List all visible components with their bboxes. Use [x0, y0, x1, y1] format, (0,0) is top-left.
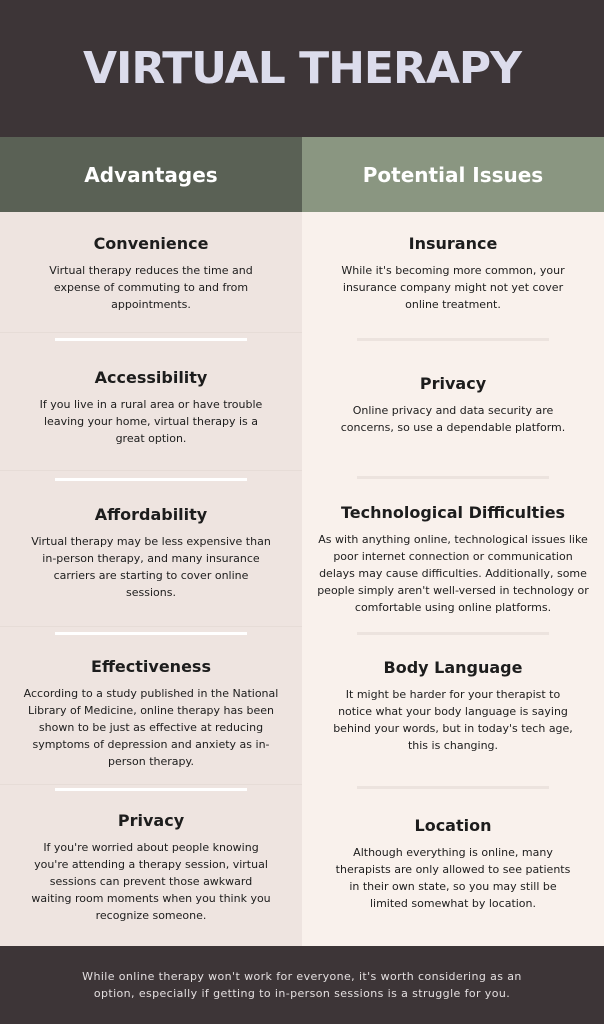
footer: [0, 946, 604, 1024]
divider: [0, 784, 302, 785]
divider-rule: [357, 632, 549, 635]
header: [0, 0, 604, 137]
advantage-title: Accessibility: [94, 368, 208, 387]
advantages-column: [0, 212, 302, 946]
advantage-text: Virtual therapy reduces the time and expense of commuting to and from appointments.: [49, 264, 253, 311]
footer-text: While online therapy won't work for everyone, it's worth considering as an option, especially if getting to in-person sessions is a struggle for you.: [82, 970, 522, 1000]
issue-item: [302, 503, 604, 616]
divider-rule: [55, 788, 247, 791]
issue-title: Location: [414, 816, 492, 835]
issue-text: Although everything is online, many therapists are only allowed to see patients in their own state, so you may still be limited somewhat by location.: [335, 846, 571, 910]
advantage-item: [0, 234, 302, 313]
issue-title: Privacy: [419, 374, 487, 393]
divider-rule: [357, 786, 549, 789]
advantage-item: [0, 811, 302, 924]
divider: [0, 332, 302, 333]
issue-text: It might be harder for your therapist to notice what your body language is saying behind your words, but in today's tech age, this is changing.: [333, 688, 573, 752]
issue-title: Insurance: [408, 234, 498, 253]
issues-heading: Potential Issues: [302, 137, 604, 212]
advantage-title: Affordability: [94, 505, 208, 524]
advantage-item: [0, 657, 302, 770]
issue-text: Online privacy and data security are concerns, so use a dependable platform.: [340, 404, 566, 434]
advantage-title: Convenience: [93, 234, 209, 253]
advantage-text: If you're worried about people knowing you're attending a therapy session, virtual sessions can prevent those awkward waiting room moments when you think you recognize someone.: [31, 841, 271, 922]
advantage-item: [0, 368, 302, 447]
advantages-heading: Advantages: [0, 137, 302, 212]
advantage-title: Privacy: [117, 811, 185, 830]
divider-rule: [357, 338, 549, 341]
advantage-title: Effectiveness: [91, 657, 211, 676]
advantage-text: Virtual therapy may be less expensive than in-person therapy, and many insurance carriers are starting to cover online sessions.: [31, 535, 271, 599]
issue-item: [302, 234, 604, 313]
issue-text: While it's becoming more common, your insurance company might not yet cover online treatment.: [341, 264, 565, 311]
issue-title: Technological Difficulties: [340, 503, 566, 522]
divider: [0, 626, 302, 627]
issue-item: [302, 816, 604, 912]
divider-rule: [55, 338, 247, 341]
issue-item: [302, 658, 604, 754]
issues-column: [302, 212, 604, 946]
divider-rule: [55, 478, 247, 481]
issue-title: Body Language: [383, 658, 523, 677]
divider-rule: [357, 476, 549, 479]
advantage-text: According to a study published in the National Library of Medicine, online therapy has been shown to be just as effective at reducing symptoms of depression and anxiety as in-person therapy.: [23, 687, 279, 768]
issue-item: [302, 374, 604, 436]
divider: [0, 470, 302, 471]
advantage-text: If you live in a rural area or have trouble leaving your home, virtual therapy is a great option.: [39, 398, 263, 445]
divider-rule: [55, 632, 247, 635]
advantage-item: [0, 505, 302, 601]
page-title: VIRTUAL THERAPY: [82, 43, 522, 94]
issue-text: As with anything online, technological issues like poor internet connection or communication delays may cause difficulties. Additionally, some people simply aren't well-versed in technology or comfortable using online platforms.: [317, 533, 589, 614]
